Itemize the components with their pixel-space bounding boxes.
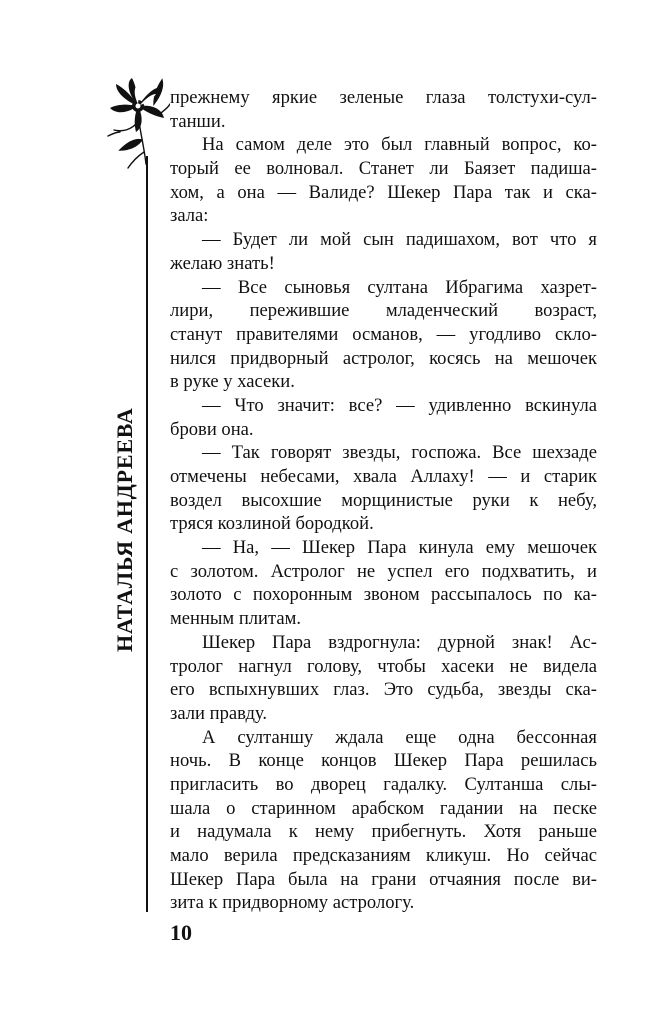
- flower-ornament-icon: [98, 74, 170, 170]
- text-line: отмечены небесами, хвала Аллаху! — и старик: [170, 466, 597, 487]
- body-text: [170, 86, 597, 915]
- text-line: лири, пережившие младенческий возраст,: [170, 300, 597, 322]
- text-line: золото с похоронным звоном рассыпалось по ка-: [170, 584, 597, 606]
- text-line: прежнему яркие зеленые глаза толстухи-сул-: [170, 87, 597, 108]
- text-line: его вспыхнувших глаз. Это судьба, звезды ска-: [170, 679, 597, 701]
- text-line: Шекер Пара вздрогнула: дурной знак! Ас-: [202, 631, 597, 653]
- text-line: — Что значит: все? — удивленно вскинула: [202, 394, 597, 416]
- text-line: — Все сыновья султана Ибрагима хазрет-: [202, 276, 597, 298]
- text-line: и надумала к нему прибегнуть. Хотя раньше: [170, 821, 597, 843]
- text-line: танши.: [170, 110, 226, 132]
- text-line: — На, — Шекер Пара кинула ему мешочек: [202, 537, 597, 559]
- text-line: зита к придворному астрологу.: [170, 892, 415, 914]
- text-line: станут правителями османов, — угодливо скло-: [170, 323, 597, 345]
- text-line: ночь. В конце концов Шекер Пара решилась: [170, 750, 597, 772]
- text-line: зала:: [170, 205, 209, 227]
- text-line: зали правду.: [170, 702, 267, 724]
- text-line: — Так говорят звезды, госпожа. Все шехзаде: [202, 442, 597, 464]
- text-line: А султаншу ждала еще одна бессонная: [202, 726, 597, 748]
- text-line: желаю знать!: [170, 252, 275, 274]
- vertical-rule: [146, 156, 148, 912]
- text-line: тролог нагнул голову, чтобы хасеки не видела: [170, 655, 597, 677]
- text-line: — Будет ли мой сын падишахом, вот что я: [202, 229, 597, 251]
- page-number: 10: [170, 920, 192, 945]
- text-line: мало верила предсказаниям кликуш. Но сейчас: [170, 845, 597, 866]
- text-line: Шекер Пара была на грани отчаяния после ви-: [170, 868, 597, 890]
- text-line: торый ее волновал. Станет ли Баязет падиша-: [170, 158, 597, 180]
- text-line: с золотом. Астролог не успел его подхватить, и: [170, 560, 597, 582]
- text-line: менным плитам.: [170, 608, 302, 630]
- text-line: брови она.: [170, 418, 254, 440]
- text-line: шала о старинном арабском гадании на песке: [170, 797, 597, 819]
- author-running-head: НАТАЛЬЯ АНДРЕЕВА: [112, 407, 137, 653]
- text-line: тряся козлиной бородкой.: [170, 513, 374, 535]
- text-line: На самом деле это был главный вопрос, ко-: [202, 134, 597, 156]
- text-line: нился придворный астролог, косясь на мешочек: [170, 347, 597, 369]
- text-line: воздел высохшие морщинистые руки к небу,: [170, 489, 597, 511]
- text-line: в руке у хасеки.: [170, 371, 295, 393]
- text-line: пригласить во дворец гадалку. Султанша слы-: [170, 773, 597, 795]
- text-line: хом, а она — Валиде? Шекер Пара так и ска-: [170, 181, 597, 203]
